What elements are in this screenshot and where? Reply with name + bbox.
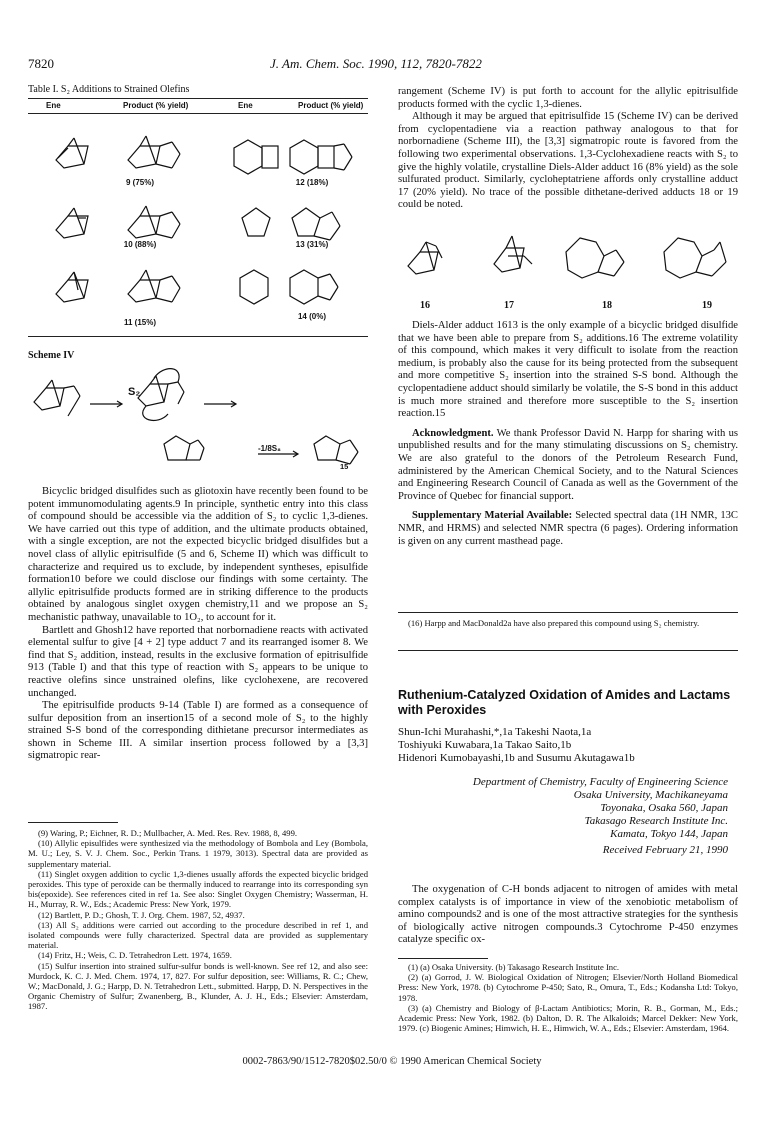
table-structures [28, 120, 368, 335]
left-paragraph-3: The epitrisulfide products 9-14 (Table I) are formed as a consequence of sulfur deposition from an insertion15 of a second mole of S₂ to the highly strained S-S bond of the corresponding dithietane precursor intermediates as shown in Scheme III. A similar insertion process followed by a [3,3] sigmatropic rear- [28, 700, 368, 762]
footnote-9: (9) Waring, P.; Eichner, R. D.; Mullbacher, A. Med. Res. Rev. 1988, 8, 499. [38, 828, 298, 838]
product-13-structure [292, 208, 340, 240]
right-paragraph-2: Although it may be argued that epitrisulfide 15 (Scheme IV) can be derived from cyclopentadiene via a reaction pathway analogous to that for norbornadiene (Scheme III), the [3,3] sigmatropic route is favored from the following two experimental observations. 1,3-Cyclohexadiene reacts with S₂ to give the highly volatile, crystalline Diels-Alder adduct 16 (8% yield) as the sole sulfurated product. Similarly, cycloheptatriene affords only crystalline adduct 17 (20% yield). No trace of the possible dithetane-derived adducts 18 or 19 could be noted. [398, 111, 738, 211]
right-paragraph-1: rangement (Scheme IV) is put forth to account for the allylic epitrisulfide products formed with the cyclic 1,3-dienes. [398, 86, 738, 110]
affiliation-line-4: Takasago Research Institute Inc. [584, 815, 728, 827]
label-10: 10 (88%) [123, 240, 157, 249]
table-1 [28, 84, 368, 114]
col-product-1: Product (% yield) [123, 101, 189, 110]
table-header-row [28, 99, 368, 113]
footnote-15: (15) Sulfur insertion into strained sulfur-sulfur bonds is well-known. See ref 12, and also see: Murdock, K. C. J. Med. Chem. 1974, 17, 827. For sulfur deposition, see: Williams, R. C.; Chew, W.; MacDonald, J. G.; Harpp, D. N. Tetrahedron Lett., submitted. Harpp, D. N. Perspectives in the Organic Chemistry of Sulfur; Zwanenberg, B., Klunder, A. J. H., Eds.; Elsevier: Amsterdam, 1987. [28, 960, 368, 1012]
article-2-footnote-rule [398, 958, 488, 959]
footnote-12: (12) Bartlett, P. D.; Ghosh, T. J. Org. Chem. 1987, 52, 4937. [38, 909, 245, 920]
author-line-3: Hidenori Kumobayashi,1b and Susumu Akutagawa1b [398, 752, 635, 764]
label-14: 14 (0%) [297, 312, 326, 321]
a2-footnote-1: (1) (a) Osaka University. (b) Takasago Research Institute Inc. [408, 962, 620, 972]
scheme-4-drawing [28, 362, 368, 472]
compounds-16-19-drawing [400, 232, 740, 302]
left-footnote-rule [28, 822, 118, 823]
article-2-paragraph-1: The oxygenation of C-H bonds adjacent to nitrogen of amides with metal complex catalysts is of importance in view of the xenobiotic metabolism of amino compounds2 and is one of the most attractive strategies for the synthesis of biologically active nitrogen compounds.3 Cytochrome P-450 enzymes catalyze specific ox- [398, 884, 738, 946]
footnote-10: (10) Allylic episulfides were synthesized via the methodology of Bombola and Ley (Bombola, M. U.; Ley, S. V. J. Chem. Soc., Perkin Trans. 1 1979, 3013). Spectral data are provided as supplementary material. [28, 838, 368, 869]
label-11: 11 (15%) [123, 318, 157, 327]
article-2-footnotes [398, 962, 738, 1033]
label-9: 9 (75%) [125, 178, 154, 187]
right-footnote-rule [398, 612, 738, 613]
article-2-body [398, 884, 738, 947]
scheme-4-title: Scheme IV [28, 350, 75, 361]
acknowledgment-heading: Acknowledgment. [412, 427, 494, 439]
footnote-13: (13) All S₂ additions were carried out according to the procedure described in ref 1, and isolated compounds were fully characterized. Spectral data are provided as supplementary material. [28, 919, 368, 951]
a2-footnote-3: (3) (a) Chemistry and Biology of β-Lactam Antibiotics; Morin, R. B., Gorman, M., Eds.; Academic Press: New York, 1982. (b) Dalton, D. R. The Alkaloids; Marcel Dekker: New York, 1979. (c) Biogenic Amines; Himwich, H. E., Himwich, W. A., Eds.; Elsevier: Amsterdam, 1964. [398, 1002, 738, 1034]
supplementary-heading: Supplementary Material Available: [412, 510, 573, 522]
affiliation-line-3: Toyonaka, Osaka 560, Japan [600, 802, 728, 814]
article-separator [398, 650, 738, 651]
footnote-14: (14) Fritz, H.; Weis, C. D. Tetrahedron Lett. 1974, 1659. [38, 950, 232, 961]
running-header: J. Am. Chem. Soc. 1990, 112, 7820-7822 [270, 56, 482, 71]
article-2-title: Ruthenium-Catalyzed Oxidation of Amides and Lactams with Peroxides [398, 688, 731, 717]
scheme-s2-label: S₂ [128, 386, 141, 398]
compound-label-16: 16 [420, 300, 430, 311]
product-9-structure [128, 136, 180, 168]
bicyclooctene-structure [234, 140, 278, 174]
compound-label-18: 18 [602, 300, 612, 311]
supplementary-material [398, 510, 738, 548]
label-12: 12 (18%) [295, 178, 329, 187]
left-footnotes [28, 828, 368, 1012]
bicyclooctadiene-structure [56, 272, 88, 302]
left-paragraph-2: Bartlett and Ghosh12 have reported that norbornadiene reacts with activated elemental sulfur to give [4 + 2] type adduct 7 and its rearranged isomer 8. We find that S₂ addition, instead, results in the exclusive formation of epitrisulfide 913 (Table I) and that this type of reaction with S₂ appears to be unique to reactive olefins since unstrained olefins, like cyclohexene, are recovered unchanged. [28, 624, 368, 699]
right-body-top [398, 86, 738, 212]
author-line-1: Shun-Ichi Murahashi,*,1a Takeshi Naota,1a [398, 726, 592, 738]
acknowledgment [398, 428, 738, 504]
table-bottom-rule [28, 336, 368, 337]
norbornadiene-structure [56, 138, 88, 168]
author-line-2: Toshiyuki Kuwabara,1a Takao Saito,1b [398, 739, 572, 751]
affiliation-line-1: Department of Chemistry, Faculty of Engineering Science [472, 776, 728, 788]
product-14-structure [290, 270, 338, 304]
left-body [28, 486, 368, 763]
footnote-11: (11) Singlet oxygen addition to cyclic 1,3-dienes usually affords the expected bicyclic bridged peroxides. This type of peroxide can be thermally induced to rearrange into its corresponding syn bis(epoxide). See references cited in ref 1a. See also: Singlet Oxygen Chemistry; Wasserman, H. H., Murray, R. W., Eds.; Academic Press: New York, 1979. [28, 868, 368, 910]
scheme-s8-label: -1/8S₈ [258, 444, 281, 453]
scheme-compound-15: 15 [340, 462, 349, 471]
col-ene-1: Ene [46, 101, 61, 110]
norbornene-structure [56, 208, 88, 238]
a2-footnote-2: (2) (a) Gorrod, J. W. Biological Oxidation of Nitrogen; Elsevier/North Holland Biomedical Press: New York, 1978. (b) Cytochrome P-450; Sato, R., Omura, T., Eds.; Kodansha Ltd: Tokyo, 1978. [398, 972, 738, 1003]
col-ene-2: Ene [238, 101, 253, 110]
article-2-affiliation [398, 776, 728, 857]
table-caption: Table I. S₂ Additions to Strained Olefins [28, 84, 190, 95]
supplementary-text: Selected spectral data (1H NMR, 13C NMR, and HRMS) and selected NMR spectra (6 pages). Ordering information is given on any current masthead page. [398, 510, 738, 547]
acknowledgment-text: We thank Professor David N. Harpp for sharing with us unpublished results and for the many stimulating discussions on S₂ chemistry. We are also grateful to the donors of the Petroleum Research Fund, administered by the American Chemical Society, and to the Natural Sciences and Engineering Research Council of Canada as well as the Government of the Province of Quebec for financial support. [398, 427, 738, 502]
cyclopentene-structure [242, 208, 270, 236]
footnote-16-text: (16) Harpp and MacDonald2a have also prepared this compound using S₂ chemistry. [408, 618, 700, 628]
label-13: 13 (31%) [295, 240, 329, 249]
col-product-2: Product (% yield) [298, 101, 364, 110]
article-2-authors [398, 726, 738, 765]
affiliation-line-5: Kamata, Tokyo 144, Japan [610, 828, 728, 840]
right-paragraph-3: Diels-Alder adduct 1613 is the only example of a bicyclic bridged disulfide that we have been able to prepare from S₂ additions.16 The extreme volatility of this compound, which makes it very difficult to isolate from the reaction medium, is probably also the cause for its being protected from the subsequent and more competitive S₂ insertion into the strained S-S bond. Although the cyclopentadiene adduct should similarly be volatile, the S-S bond in this adduct is much more strained and therefore more susceptible to the S₂ insertion reaction.15 [398, 320, 738, 420]
received-date: Received February 21, 1990 [602, 844, 728, 856]
affiliation-line-2: Osaka University, Machikaneyama [573, 789, 728, 801]
product-10-structure [128, 206, 180, 238]
compound-label-19: 19 [702, 300, 712, 311]
product-11-structure [128, 270, 180, 302]
right-body-mid [398, 320, 738, 548]
compound-label-17: 17 [504, 300, 514, 311]
left-paragraph-1: Bicyclic bridged disulfides such as gliotoxin have recently been found to be potent immunomodulating agents.9 In principle, synthetic entry into this class of compound should be accessible via the addition of S₂ to cyclic 1,3-dienes. We have carried out this type of addition, and the ultimate products obtained, with a single exception, are not the expected bicyclic bridged disulfides but a novel class of allylic epitrisulfide (5 and 6, Scheme II) which was difficult to characterize and required us to exclude, by independent syntheses, episulfide formation10 before we could disclose our findings with some certainty. The allylic epitrisulfide products formed are in striking difference to the products obtained by analogous singlet oxygen chemistry,11 and we propose an S₂ mechanistic pathway, unavailable to 1O₂, to account for it. [28, 486, 368, 623]
page-number: 7820 [28, 56, 54, 71]
product-12-structure [290, 140, 352, 174]
page-footer: 0002-7863/90/1512-7820$02.50/0 © 1990 American Chemical Society [242, 1056, 542, 1067]
cyclohexene-structure [240, 270, 268, 304]
footnote-16 [398, 618, 738, 628]
